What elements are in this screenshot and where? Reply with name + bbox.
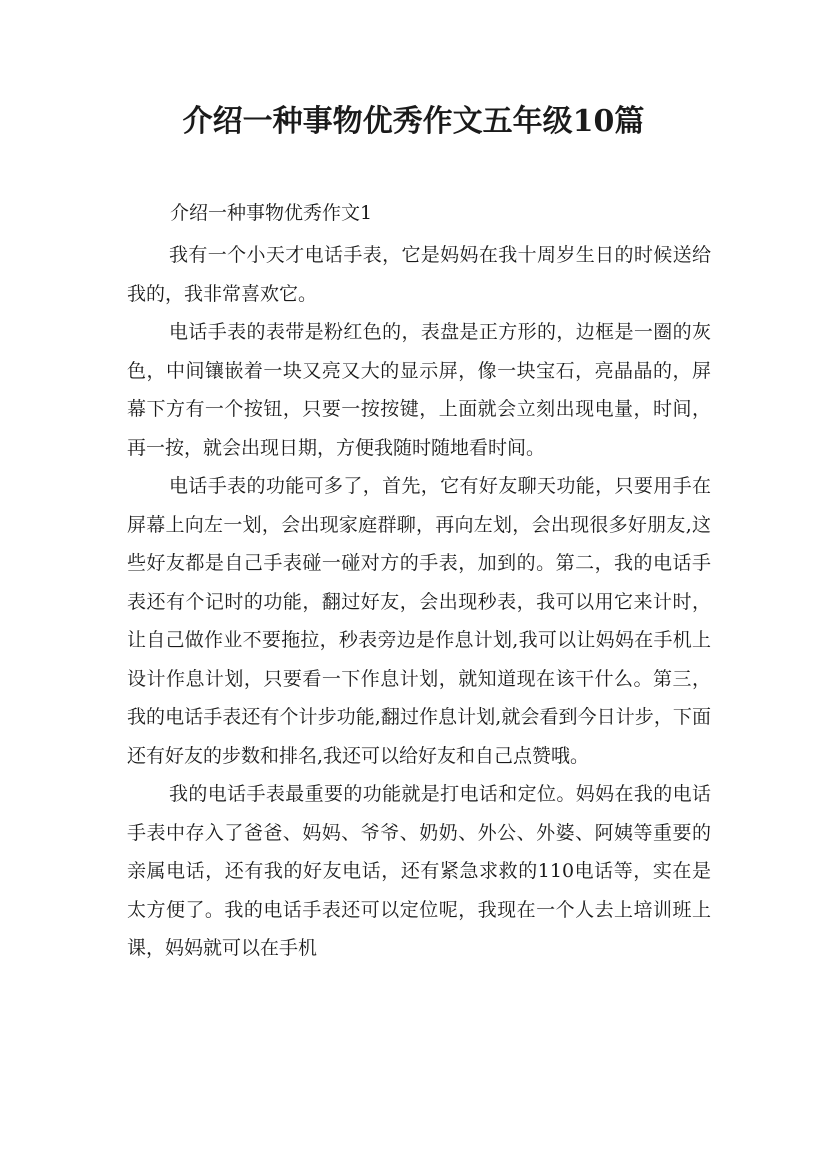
essay-body	[127, 236, 711, 968]
document-title: 介绍一种事物优秀作文五年级10篇	[182, 104, 645, 139]
paragraph-2: 电话手表的表带是粉红色的，表盘是正方形的，边框是一圈的灰色，中间镶嵌着一块又亮又大的显示屏，像一块宝石，亮晶晶的，屏幕下方有一个按钮，只要一按按键，上面就会立刻出现电量，时间，再一按，就会出现日期，方便我随时随地看时间。	[127, 321, 711, 459]
essay-subtitle: 介绍一种事物优秀作文1	[170, 202, 373, 224]
paragraph-3: 电话手表的功能可多了，首先，它有好友聊天功能，只要用手在屏幕上向左一划，会出现家庭群聊，再向左划，会出现很多好朋友,这些好友都是自己手表碰一碰对方的手表，加到的。第二，我的电话手表还有个记时的功能，翻过好友，会出现秒表，我可以用它来计时，让自己做作业不要拖拉，秒表旁边是作息计划,我可以让妈妈在手机上设计作息计划，只要看一下作息计划，就知道现在该干什么。第三，我的电话手表还有个计步功能,翻过作息计划,就会看到今日计步，下面还有好友的步数和排名,我还可以给好友和自己点赞哦。	[127, 475, 711, 767]
paragraph-4: 我的电话手表最重要的功能就是打电话和定位。妈妈在我的电话手表中存入了爸爸、妈妈、爷爷、奶奶、外公、外婆、阿姨等重要的亲属电话，还有我的好友电话，还有紧急求救的110电话等，实在是太方便了。我的电话手表还可以定位呢，我现在一个人去上培训班上课，妈妈就可以在手机	[127, 783, 711, 959]
paragraph-1: 我有一个小天才电话手表，它是妈妈在我十周岁生日的时候送给我的，我非常喜欢它。	[127, 244, 711, 305]
